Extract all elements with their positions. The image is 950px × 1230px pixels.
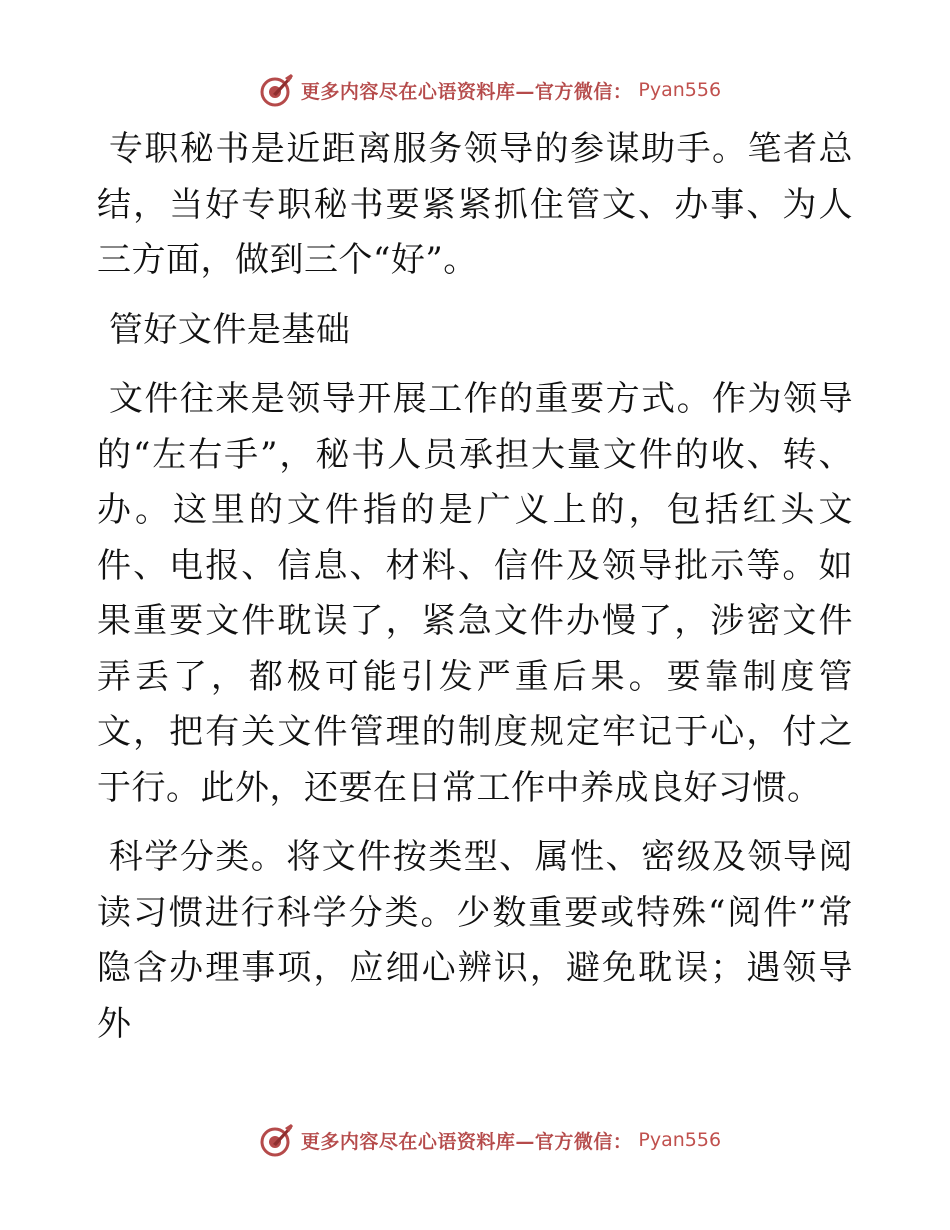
section-heading: 管好文件是基础 [108,309,351,350]
header-banner-inner [259,72,721,108]
paragraph-files: 文件往来是领导开展工作的重要方式。作为领导的“左右手”，秘书人员承担大量文件的收、转、办。这里的文件指的是广义上的，包括红头文件、电报、信息、材料、信件及领导批示等。如果重要文件耽误了，紧急文件办慢了，涉密文件弄丢了，都极可能引发严重后果。要靠制度管文，把有关文件管理的制度规定牢记于心，付之于行。此外，还要在日常工作中养成良好习惯。 [97,379,853,808]
footer-wechat-id: Pyan556 [638,1129,722,1151]
quill-logo-icon [259,72,295,108]
footer-banner [0,1120,950,1160]
footer-banner-inner [259,1122,721,1158]
document-body [97,122,853,1052]
header-banner [0,70,950,110]
paragraph-intro: 专职秘书是近距离服务领导的参谋助手。笔者总结，当好专职秘书要紧紧抓住管文、办事、为人三方面，做到三个“好”。 [97,129,853,280]
quill-logo-icon [259,1122,295,1158]
paragraph-classification: 科学分类。将文件按类型、属性、密级及领导阅读习惯进行科学分类。少数重要或特殊“阅件”常隐含办理事项，应细心辨识，避免耽误；遇领导外 [97,837,853,1044]
header-wechat-id: Pyan556 [638,79,722,101]
footer-banner-text: 更多内容尽在心语资料库—官方微信： [300,1130,633,1153]
header-banner-text: 更多内容尽在心语资料库—官方微信： [300,80,633,103]
